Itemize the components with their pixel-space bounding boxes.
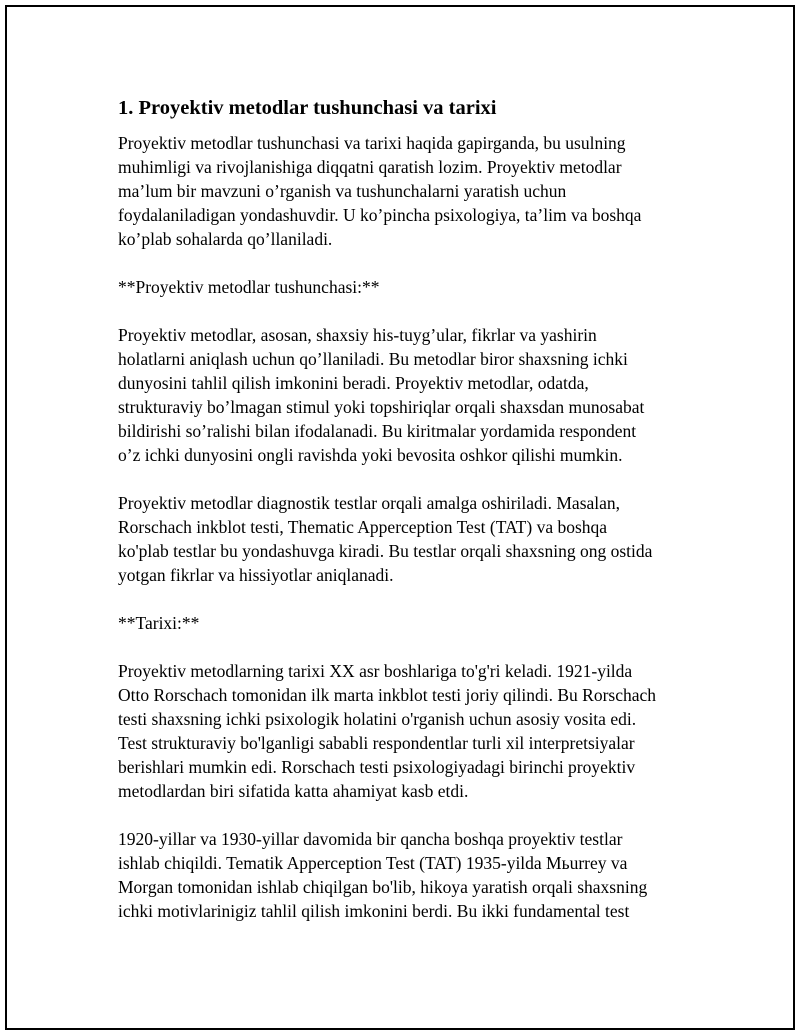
document-body: [118, 95, 698, 947]
paragraph-intro: Proyektiv metodlar tushunchasi va tarixi haqida gapirganda, bu usulning muhimligi va rivojlanishiga diqqatni qaratish lozim. Proyektiv metodlar ma’lum bir mavzuni o’rganish va tushunchalarni yaratish uchun foydalaniladigan yondashuvdir. U ko’pincha psixologiya, ta’lim va boshqa ko’plab sohalarda qo’llaniladi.: [118, 133, 642, 249]
paragraph-concept-heading: **Proyektiv metodlar tushunchasi:**: [118, 277, 380, 297]
paragraph-history-continued: 1920-yillar va 1930-yillar davomida bir qancha boshqa proyektiv testlar ishlab chiqildi. Tematik Apperception Test (TAT) 1935-yilda Mьurrey va Morgan tomonidan ishlab chiqilgan bo'lib, hikoya yaratish orqali shaxsning ichki motivlarinigiz tahlil qilish imkonini berdi. Bu ikki fundamental test: [118, 829, 648, 921]
paragraph-history: Proyektiv metodlarning tarixi XX asr boshlariga to'g'ri keladi. 1921-yilda Otto Rorschach tomonidan ilk marta inkblot testi joriy qilindi. Bu Rorschach testi shaxsning ichki psixologik holatini o'rganish uchun asosiy vosita edi. Test strukturaviy bo'lganligi sababli respondentlar turli xil interpretsiyalar berishlari mumkin edi. Rorschach testi psixologiyadagi birinchi proyektiv metodlardan biri sifatida katta ahamiyat kasb etdi.: [118, 661, 657, 801]
section-heading: 1. Proyektiv metodlar tushunchasi va tarixi: [118, 97, 497, 119]
paragraph-concept: Proyektiv metodlar, asosan, shaxsiy his-tuyg’ular, fikrlar va yashirin holatlarni aniqlash uchun qo’llaniladi. Bu metodlar biror shaxsning ichki dunyosini tahlil qilish imkonini beradi. Proyektiv metodlar, odatda, strukturaviy bo’lmagan stimul yoki topshiriqlar orqali shaxsdan munosabat bildirishi so’ralishi bilan ifodalanadi. Bu kiritmalar yordamida respondent o’z ichki dunyosini ongli ravishda yoki bevosita oshkor qilishi mumkin.: [118, 325, 645, 465]
paragraph-history-heading: **Tarixi:**: [118, 613, 200, 633]
paragraph-diagnostic-tests: Proyektiv metodlar diagnostik testlar orqali amalga oshiriladi. Masalan, Rorschach inkblot testi, Thematic Apperception Test (TAT) va boshqa ko'plab testlar bu yondashuvga kiradi. Bu testlar orqali shaxsning ong ostida yotgan fikrlar va hissiyotlar aniqlanadi.: [118, 493, 653, 585]
